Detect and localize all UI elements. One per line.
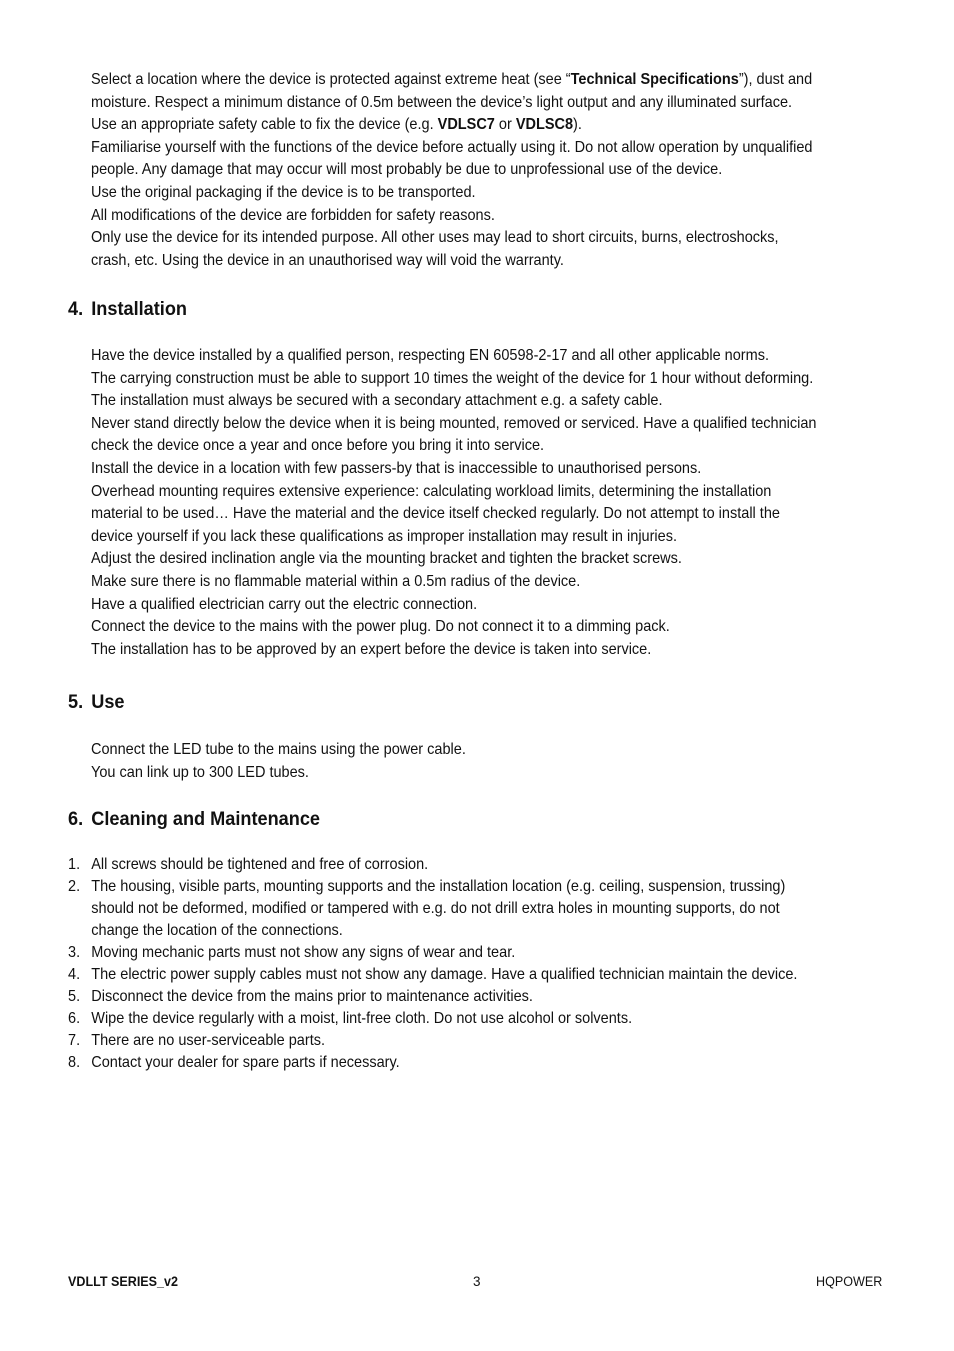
use-text: [91, 739, 835, 784]
footer-series-label: VDLLT SERIES_v2: [68, 1274, 179, 1289]
page-number: 3: [473, 1274, 481, 1289]
intro-paragraph-packaging: Use the original packaging if the device is to be transported.: [91, 183, 476, 201]
intro-text: [91, 69, 835, 272]
list-item: 4. The electric power supply cables must not show any damage. Have a qualified technician maintain the device.: [68, 966, 798, 983]
intro-paragraph-modifications: All modifications of the device are forbidden for safety reasons.: [91, 206, 495, 224]
product-code-vdlsc7: VDLSC7: [437, 116, 495, 134]
intro-paragraph-location: Select a location where the device is protected against extreme heat (see “Technical Specifications”), dust and moisture. Respect a minimum distance of 0.5m between the device’s light output and any illuminated surface.: [91, 71, 813, 111]
installation-text: [91, 345, 835, 661]
list-item: 1. All screws should be tightened and free of corrosion.: [68, 856, 429, 873]
footer-brand: HQPOWER: [816, 1274, 883, 1289]
installation-paragraph: Never stand directly below the device when it is being mounted, removed or serviced. Have a qualified technician check the device once a year and once before you bring it into service.: [91, 414, 817, 455]
intro-paragraph-familiarise: Familiarise yourself with the functions of the device before actually using it. Do not allow operation by unqualified people. Any damage that may occur will most probably be due to unprofessional use of the device.: [91, 138, 813, 179]
intro-paragraph-intended-use: Only use the device for its intended purpose. All other uses may lead to short circuits, burns, electroshocks, crash, etc. Using the device in an unauthorised way will void the warranty.: [91, 229, 779, 269]
installation-paragraph: The carrying construction must be able to support 10 times the weight of the device for 1 hour without deforming.: [91, 369, 814, 387]
list-item: 6. Wipe the device regularly with a moist, lint-free cloth. Do not use alcohol or solvents.: [68, 1010, 633, 1027]
installation-paragraph: Make sure there is no flammable material within a 0.5m radius of the device.: [91, 572, 581, 590]
installation-paragraph: Have a qualified electrician carry out the electric connection.: [91, 595, 478, 613]
list-item: 3. Moving mechanic parts must not show any signs of wear and tear.: [68, 944, 516, 961]
installation-paragraph: Install the device in a location with few passers-by that is inaccessible to unauthorised persons.: [91, 459, 702, 477]
installation-paragraph: Connect the device to the mains with the power plug. Do not connect it to a dimming pack.: [91, 618, 670, 636]
installation-paragraph: Have the device installed by a qualified person, respecting EN 60598-2-17 and all other applicable norms.: [91, 347, 769, 364]
section-heading-installation: 4. Installation: [68, 298, 187, 320]
intro-paragraph-safety-cable: Use an appropriate safety cable to fix the device (e.g. VDLSC7 or VDLSC8).: [91, 116, 582, 134]
section-heading-use: 5. Use: [68, 691, 125, 713]
installation-paragraph: The installation must always be secured with a secondary attachment e.g. a safety cable.: [91, 392, 663, 410]
product-code-vdlsc8: VDLSC8: [515, 116, 574, 134]
list-item: 8. Contact your dealer for spare parts if necessary.: [68, 1054, 400, 1071]
list-item: 7. There are no user-serviceable parts.: [68, 1032, 326, 1049]
use-paragraph: You can link up to 300 LED tubes.: [91, 763, 309, 781]
spec-reference: Technical Specifications: [570, 71, 739, 88]
installation-paragraph: The installation has to be approved by an expert before the device is taken into service.: [91, 640, 652, 658]
installation-paragraph: Adjust the desired inclination angle via the mounting bracket and tighten the bracket screws.: [91, 550, 682, 568]
section-heading-cleaning: 6. Cleaning and Maintenance: [68, 808, 321, 830]
use-paragraph: Connect the LED tube to the mains using the power cable.: [91, 741, 466, 758]
maintenance-list: [68, 854, 831, 1074]
list-item: 5. Disconnect the device from the mains prior to maintenance activities.: [68, 988, 533, 1005]
installation-paragraph: Overhead mounting requires extensive experience: calculating workload limits, determining the installation material to be used… Have the material and the device itself checked regularly. Do not attempt to install the device yourself if you lack these qualifications as improper installation may result in injuries.: [91, 482, 780, 545]
list-item: 2. The housing, visible parts, mounting supports and the installation location (e.g. ceiling, suspension, trussing) should not be deformed, modified or tampered with e.g. do not drill extra holes in mounting supports, do not change the location of the connections.: [68, 878, 786, 939]
